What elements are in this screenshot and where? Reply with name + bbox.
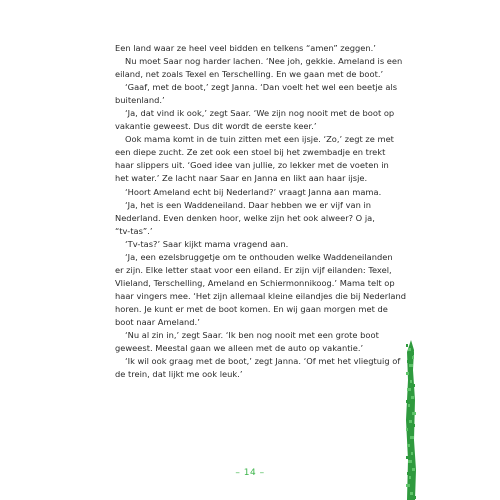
paragraph: [115, 55, 403, 81]
text-line: Een land waar ze heel veel bidden en telkens “amen” zeggen.’: [115, 43, 376, 53]
text-line: ‘Ja, het is een Waddeneiland. Daar hebben we er vijf van in: [125, 199, 372, 210]
grass-blade: [406, 428, 408, 431]
text-line: Nederland. Even denken hoor, welke zijn het ook alweer? O ja,: [115, 212, 375, 223]
grass-blade: [411, 396, 414, 399]
paragraph: [115, 107, 395, 133]
text-line: buitenland.’: [115, 95, 165, 106]
paragraph: [115, 81, 398, 107]
grass-blade: [410, 492, 413, 495]
paragraph: [115, 133, 395, 185]
grass-blade: [408, 348, 411, 351]
paragraph: [115, 186, 395, 199]
text-line: er zijn. Elke letter staat voor een eiland. Er zijn vijf eilanden: Texel,: [115, 264, 392, 275]
grass-blade: [409, 364, 413, 367]
grass-blade: [412, 496, 416, 499]
grass-blade: [411, 452, 413, 455]
paragraph: [115, 238, 395, 251]
grass-blade: [406, 456, 409, 459]
grass-blade: [412, 356, 414, 359]
text-line: geweest. Meestal gaan we alleen met de auto op vakantie.’: [115, 343, 364, 354]
grass-blade: [409, 392, 411, 395]
text-line: horen. Je kunt er met de boot komen. En wij gaan morgen met de: [115, 303, 388, 314]
grass-blade: [407, 416, 409, 419]
grass-blade: [408, 488, 410, 491]
text-line: de trein, dat lijkt me ook leuk.’: [115, 369, 243, 380]
grass-blade: [412, 412, 416, 415]
grass-blade: [406, 484, 410, 487]
grass-blade: [412, 384, 415, 387]
text-line: haar vingers mee. ‘Het zijn allemaal kleine eilandjes die bij Nederland: [115, 290, 407, 301]
text-line: een diepe zucht. Ze zet ook een stoel bij het zwembadje en trekt: [115, 147, 386, 158]
grass-blade: [410, 436, 414, 439]
text-line: ‘Gaaf, met de boot,’ zegt Janna. ‘Dan voelt het wel een beetje als: [125, 82, 398, 93]
grass-blade: [410, 380, 412, 383]
grass-blade: [408, 460, 412, 463]
grass-blade: [411, 480, 414, 483]
grass-blade: [408, 432, 411, 435]
grass-blade: [406, 400, 410, 403]
paragraph: [115, 251, 407, 329]
text-line: “tv-tas”.’: [115, 225, 153, 236]
text-line: het water.’ Ze lacht naar Saar en Janna en likt aan haar ijsje.: [115, 173, 368, 184]
grass-blade: [410, 464, 412, 467]
text-line: Ook mama komt in de tuin zitten met een ijsje. ‘Zo,’ zegt ze met: [125, 134, 394, 145]
text-line: vakantie geweest. Dus dit wordt de eerste keer.’: [115, 121, 317, 132]
grass-blade: [410, 352, 414, 355]
text-line: ‘Hoort Ameland echt bij Nederland?’ vraagt Janna aan mama.: [125, 186, 382, 197]
grass-blade: [412, 440, 414, 443]
grass-blade: [407, 388, 411, 391]
text-line: ‘Ja, dat vind ik ook,’ zegt Saar. ‘We zijn nog nooit met de boot op: [125, 108, 395, 119]
grass-blade: [408, 376, 412, 379]
grass-blade: [406, 344, 408, 347]
grass-blade: [410, 408, 413, 411]
text-line: ‘Nu al zin in,’ zegt Saar. ‘Ik ben nog nooit met een grote boot: [125, 330, 379, 341]
paragraph: [115, 329, 395, 355]
paragraph: [115, 199, 395, 238]
grass-blade: [408, 404, 410, 407]
grass-blade: [409, 420, 412, 423]
text-line: haar slippers uit. ‘Goed idee van jullie, zo lekker met de voeten in: [115, 160, 389, 171]
grass-blade: [407, 360, 410, 363]
paragraph: [115, 42, 395, 55]
page-number: – 14 –: [235, 468, 265, 478]
grass-blade: [406, 372, 409, 375]
grass-blade: [411, 424, 415, 427]
text-line: eiland, net zoals Texel en Terschelling. En we gaan met de boot.’: [115, 69, 384, 80]
story-text: [115, 42, 407, 381]
text-line: ‘Ja, een ezelsbruggetje om te onthouden welke Waddeneilanden: [125, 251, 393, 262]
text-line: ‘Tv-tas?’ Saar kijkt mama vragend aan.: [125, 238, 289, 249]
text-line: Vlieland, Terschelling, Ameland en Schiermonnikoog.’ Mama telt op: [115, 277, 395, 288]
grass-blade: [409, 448, 413, 451]
grass-blade: [407, 444, 410, 447]
text-line: boot naar Ameland.’: [115, 316, 200, 327]
paragraph: [115, 355, 401, 381]
grass-blade: [411, 368, 413, 371]
text-line: Nu moet Saar nog harder lachen. ‘Nee joh, gekkie. Ameland is een: [125, 56, 403, 67]
text-line: ‘Ik wil ook graag met de boot,’ zegt Janna. ‘Of met het vliegtuig of: [125, 356, 401, 367]
